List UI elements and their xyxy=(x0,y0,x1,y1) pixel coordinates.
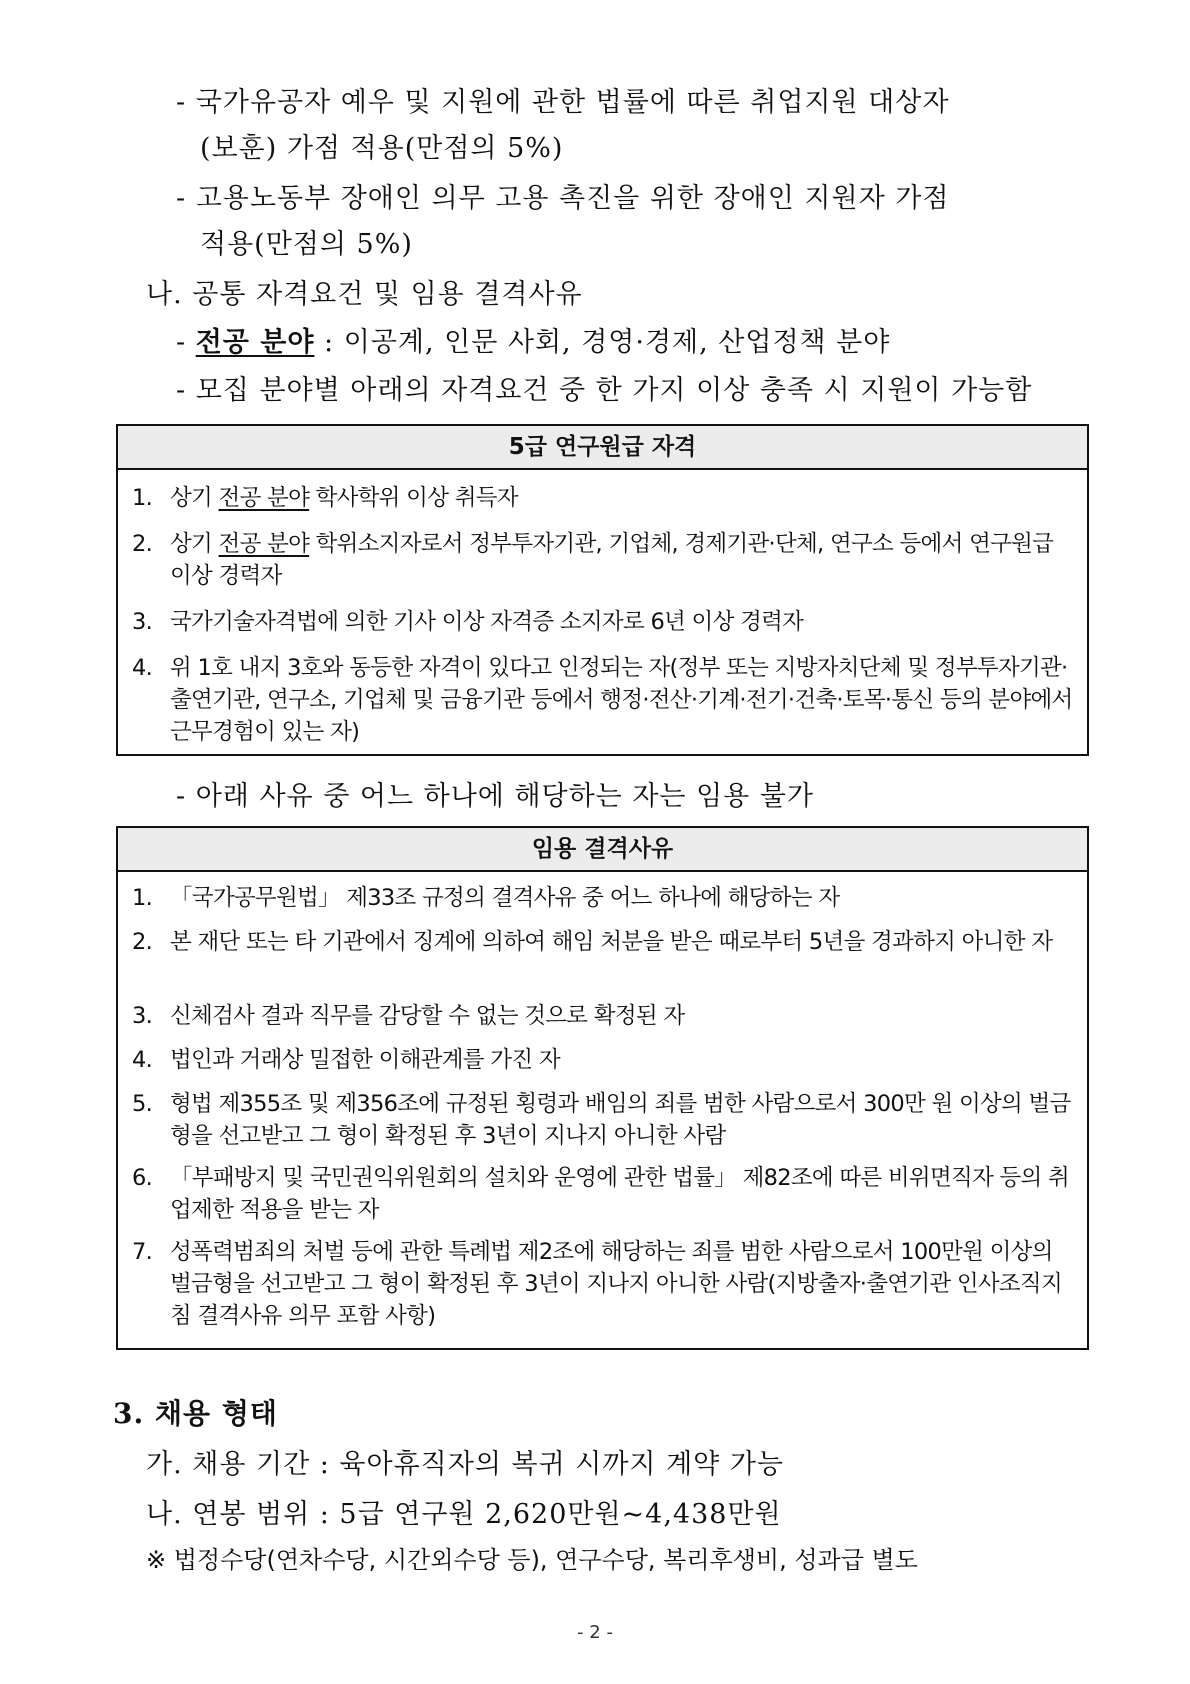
item-number: 2. xyxy=(132,929,153,955)
veteran-bonus-line2: (보훈) 가점 적용(만점의 5%) xyxy=(200,133,564,164)
allowance-note: ※ 법정수당(연차수당, 시간외수당 등), 연구수당, 복리후생비, 성과급 별도 xyxy=(146,1546,918,1574)
page-number: - 2 - xyxy=(577,1622,613,1643)
disqualification-box-title: 임용 결격사유 xyxy=(118,828,1087,872)
qualification-item xyxy=(132,606,1079,638)
disability-bonus-line1: - 고용노동부 장애인 의무 고용 촉진을 위한 장애인 지원자 가점 xyxy=(176,183,950,214)
qualification-item xyxy=(132,652,1079,748)
employment-period: 가. 채용 기간 : 육아휴직자의 복귀 시까지 계약 가능 xyxy=(146,1449,784,1480)
item-text: 학사학위 이상 취득자 xyxy=(309,485,518,511)
disqualification-intro: - 아래 사유 중 어느 하나에 해당하는 자는 임용 불가 xyxy=(176,781,815,812)
item-number: 1. xyxy=(132,885,153,911)
item-number: 3. xyxy=(132,609,153,635)
item-number: 7. xyxy=(132,1239,153,1265)
item-text: 본 재단 또는 타 기관에서 징계에 의하여 해임 처분을 받은 때로부터 5년을 경과하지 아니한 자 xyxy=(170,929,1053,955)
qualification-condition: - 모집 분야별 아래의 자격요건 중 한 가지 이상 충족 시 지원이 가능함 xyxy=(176,375,1033,406)
item-text: 신체검사 결과 직무를 감당할 수 없는 것으로 확정된 자 xyxy=(170,1003,685,1029)
item-text: 국가기술자격법에 의한 기사 이상 자격증 소지자로 6년 이상 경력자 xyxy=(170,609,804,635)
major-field-line xyxy=(176,320,890,359)
qualification-box-title: 5급 연구원급 자격 xyxy=(118,426,1087,470)
disqualification-item xyxy=(132,882,1079,914)
qualification-box xyxy=(116,424,1089,756)
qualification-item xyxy=(132,482,1079,514)
item-text: 상기 xyxy=(170,531,219,557)
item-number: 2. xyxy=(132,531,153,557)
veteran-bonus-line1: - 국가유공자 예우 및 지원에 관한 법률에 따른 취업지원 대상자 xyxy=(176,87,950,118)
item-number: 6. xyxy=(132,1165,153,1191)
item-text: 법인과 거래상 밀접한 이해관계를 가진 자 xyxy=(170,1047,560,1073)
item-number: 4. xyxy=(132,655,153,681)
qualification-item xyxy=(132,528,1079,592)
disability-bonus-line2: 적용(만점의 5%) xyxy=(200,229,413,260)
item-text: 위 1호 내지 3호와 동등한 자격이 있다고 인정되는 자(정부 또는 지방자치단체 및 정부투자기관·출연기관, 연구소, 기업체 및 금융기관 등에서 행정·전산·기계·전기·건축·토목·통신 등의 분야에서 근무경험이 있는 자) xyxy=(170,655,1073,745)
disqualification-box xyxy=(116,826,1089,1350)
item-number: 4. xyxy=(132,1047,153,1073)
major-field-text: : 이공계, 인문 사회, 경영·경제, 산업정책 분야 xyxy=(314,327,891,358)
item-underlined-text: 전공 분야 xyxy=(218,531,310,557)
disqualification-item xyxy=(132,1044,1079,1076)
item-text: 상기 xyxy=(170,485,219,511)
item-text: 학위소지자로서 정부투자기관, 기업체, 경제기관·단체, 연구소 등에서 연구원급 이상 경력자 xyxy=(170,531,1054,589)
employment-type-heading: 3. 채용 형태 xyxy=(113,1397,278,1430)
disqualification-item xyxy=(132,1088,1079,1152)
item-text: 「국가공무원법」 제33조 규정의 결격사유 중 어느 하나에 해당하는 자 xyxy=(170,885,840,911)
salary-range: 나. 연봉 범위 : 5급 연구원 2,620만원~4,438만원 xyxy=(146,1499,782,1530)
item-number: 1. xyxy=(132,485,153,511)
item-text: 「부패방지 및 국민권익위원회의 설치와 운영에 관한 법률」 제82조에 따른 비위면직자 등의 취업제한 적용을 받는 자 xyxy=(170,1165,1070,1223)
disqualification-item xyxy=(132,1000,1079,1032)
item-underlined-text: 전공 분야 xyxy=(218,485,310,511)
item-text: 성폭력범죄의 처벌 등에 관한 특례법 제2조에 해당하는 죄를 범한 사람으로서 100만원 이상의 벌금형을 선고받고 그 형이 확정된 후 3년이 지나지 아니한 사람(지방출자·출연기관 인사조직지침 결격사유 의무 포함 사항) xyxy=(170,1239,1062,1329)
disqualification-item xyxy=(132,1236,1079,1332)
major-prefix: - xyxy=(176,327,196,358)
common-requirements-heading: 나. 공통 자격요건 및 임용 결격사유 xyxy=(146,279,583,310)
item-number: 5. xyxy=(132,1091,153,1117)
item-text: 형법 제355조 및 제356조에 규정된 횡령과 배임의 죄를 범한 사람으로서 300만 원 이상의 벌금형을 선고받고 그 형이 확정된 후 3년이 지나지 아니한 사람 xyxy=(170,1091,1071,1149)
disqualification-item xyxy=(132,926,1079,958)
item-number: 3. xyxy=(132,1003,153,1029)
major-field-label: 전공 분야 xyxy=(195,327,315,358)
disqualification-item xyxy=(132,1162,1079,1226)
